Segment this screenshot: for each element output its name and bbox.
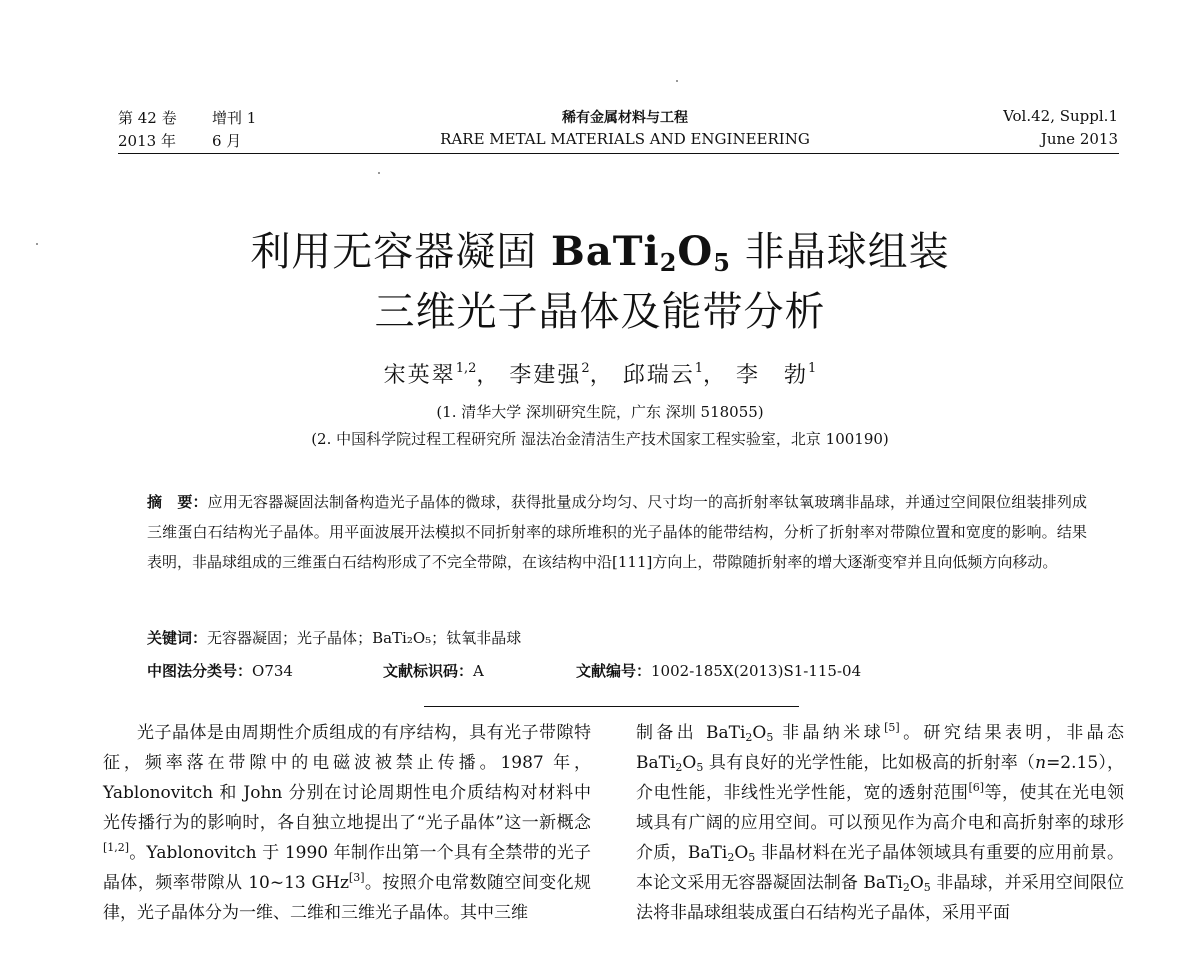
section-rule xyxy=(424,706,799,707)
citation: [3] xyxy=(348,871,365,884)
header-rule xyxy=(118,153,1119,154)
author-name: 李建强 xyxy=(509,363,582,388)
title-text-b: 非晶球组装 xyxy=(730,229,950,275)
body-left-column: 光子晶体是由周期性介质组成的有序结构，具有光子带隙特征，频率落在带隙中的电磁波被禁止传播。1987 年，Yablonovitch 和 John 分别在讨论周期性电介质结构对材料中光传播行为的影响时，各自独立地提出了“光子晶体”这一新概念[1,2]。Yablonovitch 于 1990 年制作出第一个具有全禁带的光子晶体，频率带隙从 10~13 GHz[3]。按照介电常数随空间变化规律，光子晶体分为一维、二维和三维光子晶体。其中三维 xyxy=(103,723,591,923)
keyword: 光子晶体 xyxy=(297,629,358,647)
journal-name-cn: 稀有金属材料与工程 xyxy=(562,110,688,126)
year-label: 2013 年 xyxy=(118,132,176,150)
citation: [5] xyxy=(884,721,900,734)
author-name: 宋英翠 xyxy=(383,363,456,388)
volume-label: 第 42 卷 xyxy=(118,109,177,127)
author-affiliation: 1 xyxy=(694,361,703,376)
citation: [6] xyxy=(968,781,985,794)
title-text-a: 利用无容器凝固 xyxy=(250,229,552,275)
scan-speck xyxy=(36,243,38,245)
keyword: BaTi₂O₅ xyxy=(372,629,432,647)
abstract-text: 应用无容器凝固法制备构造光子晶体的微球，获得批量成分均匀、尺寸均一的高折射率钛氧玻璃非晶球，并通过空间限位组装排列成三维蛋白石结构光子晶体。用平面波展开法模拟不同折射率的球所堆积的光子晶体的能带结构，分析了折射率对带隙位置和宽度的影响。结果表明，非晶球组成的三维蛋白石结构形成了不完全带隙，在该结构中沿[111]方向上，带隙随折射率的增大逐渐变窄并且向低频方向移动。 xyxy=(147,493,1087,571)
affiliation-2: (2. 中国科学院过程工程研究所 湿法冶金清洁生产技术国家工程实验室，北京 100190) xyxy=(311,430,889,448)
author-name: 邱瑞云 xyxy=(622,363,695,388)
article-number: 文献编号：1002-185X(2013)S1-115-04 xyxy=(576,662,862,680)
author-affiliation: 2 xyxy=(581,361,590,376)
author-affiliation: 1 xyxy=(808,361,817,376)
keyword: 钛氧非晶球 xyxy=(446,629,522,647)
title-formula: $BaTi_2O_5$ xyxy=(551,228,731,277)
journal-name-en: RARE METAL MATERIALS AND ENGINEERING xyxy=(440,130,810,148)
title-line-1 xyxy=(0,220,1200,277)
scan-speck xyxy=(676,80,678,82)
body-right-column: 制备出 $BaTi_2O_5$ 非晶纳米球[5]。研究结果表明，非晶态 $BaTi_2O_5$ 具有良好的光学性能，比如极高的折射率（n=2.15），介电性能，非线性光学性能，宽的透射范围[6]等，使其在光电领域具有广阔的应用空间。可以预见作为高介电和高折射率的球形介质，$BaTi_2O_5$ 非晶材料在光子晶体领域具有重要的应用前景。本论文采用无容器凝固法制备 $BaTi_2O_5$ 非晶球，并采用空间限位法将非晶球组装成蛋白石结构光子晶体，采用平面 xyxy=(636,721,1125,923)
author-list: 宋英翠$^{1,2}$， 李建强$^2$， 邱瑞云$^1$， 李 勃$^1$ xyxy=(383,361,817,388)
issue-label: 增刊 1 xyxy=(212,109,257,127)
title-line-2: 三维光子晶体及能带分析 xyxy=(374,289,826,335)
volume-en: Vol.42, Suppl.1 xyxy=(1003,107,1118,125)
citation: [1,2] xyxy=(103,841,130,854)
author-affiliation: 1,2 xyxy=(455,361,477,376)
abstract-label: 摘 要： xyxy=(147,493,208,511)
scan-speck xyxy=(378,172,380,174)
document-code: 文献标识码：A xyxy=(383,662,484,680)
keywords: 关键词：无容器凝固；光子晶体；BaTi₂O₅；钛氧非晶球 xyxy=(147,629,522,647)
date-en: June 2013 xyxy=(1040,130,1118,148)
month-label: 6 月 xyxy=(212,132,242,150)
clc-number: 中图法分类号：O734 xyxy=(147,662,293,680)
keywords-label: 关键词： xyxy=(147,629,208,647)
author-name: 李 勃 xyxy=(736,363,809,388)
abstract xyxy=(147,487,1087,577)
affiliation-1: (1. 清华大学 深圳研究生院，广东 深圳 518055) xyxy=(436,403,764,421)
keyword: 无容器凝固 xyxy=(207,629,283,647)
